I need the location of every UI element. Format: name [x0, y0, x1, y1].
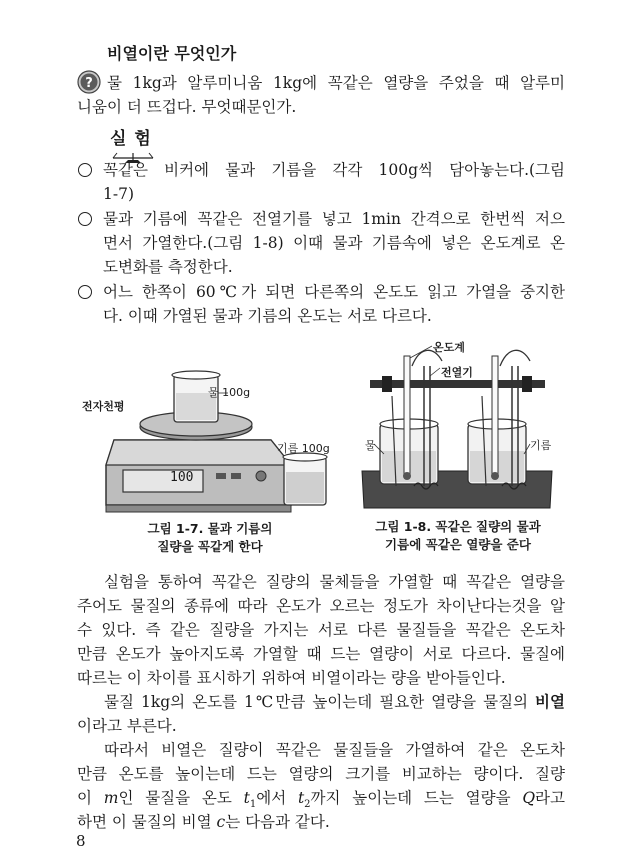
- label-thermometer: 온도계: [433, 341, 465, 354]
- label-water: 물: [365, 439, 376, 452]
- body-p2-line-1: [104, 690, 565, 714]
- experiment-badge-label: 실 험: [110, 129, 152, 149]
- figure-1-7-caption-line-2: 질량을 꼭같게 한다: [157, 539, 263, 554]
- figure-1-7-caption-line-1: 그림 1-7. 물과 기름의: [147, 521, 273, 536]
- bullet-circle-icon: [78, 212, 92, 226]
- section-title: 비열이란 무엇인가: [107, 44, 237, 63]
- label-oil: 기름: [530, 439, 552, 452]
- svg-text:?: ?: [85, 76, 93, 91]
- body-p3-line-4: [77, 810, 330, 834]
- term-specific-heat: 비열: [535, 693, 565, 711]
- body-p2-text: 물질 1kg의 온도를 1℃만큼 높이는데 필요한 열량을 물질의: [104, 693, 536, 711]
- step-2-line-3: 도변화를 측정한다.: [103, 258, 233, 276]
- step-3-line-1: 어느 한쪽이 60℃가 되면 다른쪽의 온도도 읽고 가열을 중지한: [103, 283, 565, 301]
- label-heater: 전열기: [441, 366, 473, 379]
- label-electronic-balance: 전자천평: [82, 400, 125, 413]
- page-number: 8: [76, 832, 86, 850]
- bullet-circle-icon: [78, 285, 92, 299]
- question-line-2: 니움이 더 뜨겁다. 무엇때문인가.: [77, 98, 297, 116]
- body-p3-line-2: 만큼 온도를 높이는데 드는 열량의 크기를 비교하는 량이다. 질량: [77, 765, 565, 783]
- body-p1-line-2: 주어도 물질의 종류에 따라 온도가 오르는 정도가 차이난다는것을 알: [77, 597, 565, 615]
- step-3-line-2: 다. 이때 가열된 물과 기름의 온도는 서로 다르다.: [103, 307, 432, 325]
- figure-1-8-caption-line-2: 기름에 꼭같은 열량을 준다: [385, 537, 531, 552]
- subscript-2: 2: [304, 799, 311, 811]
- subscript-1: 1: [249, 799, 257, 811]
- body-p1-line-3: 수 있다. 즉 같은 질량을 가지는 서로 다른 물질들을 꼭같은 온도차: [77, 621, 565, 639]
- balance-display-readout: 100: [170, 470, 194, 485]
- step-2-line-2: 면서 가열한다.(그림 1-8) 이때 물과 기름속에 넣은 온도계로 온: [103, 234, 565, 252]
- figure-1-8-caption-line-1: 그림 1-8. 꼭같은 질량의 물과: [375, 519, 541, 534]
- body-p1-line-4: 만큼 온도가 높아지도록 가열할 때 드는 열량이 서로 다르다. 물질에: [77, 645, 565, 663]
- step-1-line-1: 꼭같은 비커에 물과 기름을 각각 100g씩 담아놓는다.(그림: [103, 161, 565, 179]
- variable-m: m: [103, 789, 119, 807]
- variable-c: c: [216, 813, 226, 831]
- bullet-circle-icon: [78, 163, 92, 177]
- text-run: 는 다음과 같다.: [225, 813, 330, 831]
- body-p1-line-1: 실험을 통하여 꼭같은 질량의 물체들을 가열할 때 꼭같은 열량을: [104, 573, 565, 591]
- step-1-line-2: 1-7): [103, 185, 135, 203]
- text-run: 이: [77, 789, 104, 807]
- variable-t2: t: [297, 789, 305, 807]
- text-run: 까지 높이는데 드는 열량을: [310, 789, 523, 807]
- body-p2-line-2: 이라고 부른다.: [77, 717, 177, 735]
- text-run: 인 물질을 온도: [118, 789, 244, 807]
- question-icon: [77, 70, 101, 94]
- text-run: 라고: [535, 789, 565, 807]
- text-run: 하면 이 물질의 비열: [77, 813, 217, 831]
- variable-q: Q: [522, 789, 536, 807]
- text-run: 에서: [256, 789, 298, 807]
- variable-t1: t: [243, 789, 250, 807]
- label-water-100g: 물 100g: [208, 386, 251, 399]
- step-2-line-1: 물과 기름에 꼭같은 전열기를 넣고 1min 간격으로 한번씩 저으: [103, 210, 565, 228]
- question-line-1: 물 1kg과 알루미니움 1kg에 꼭같은 열량을 주었을 때 알루미: [107, 74, 565, 92]
- body-p1-line-5: 따르는 이 차이를 표시하기 위하여 비열이라는 량을 받아들인다.: [77, 669, 506, 687]
- label-oil-100g: 기름 100g: [277, 442, 330, 455]
- body-p3-line-1: 따라서 비열은 질량이 꼭같은 물질들을 가열하여 같은 온도차: [104, 741, 565, 759]
